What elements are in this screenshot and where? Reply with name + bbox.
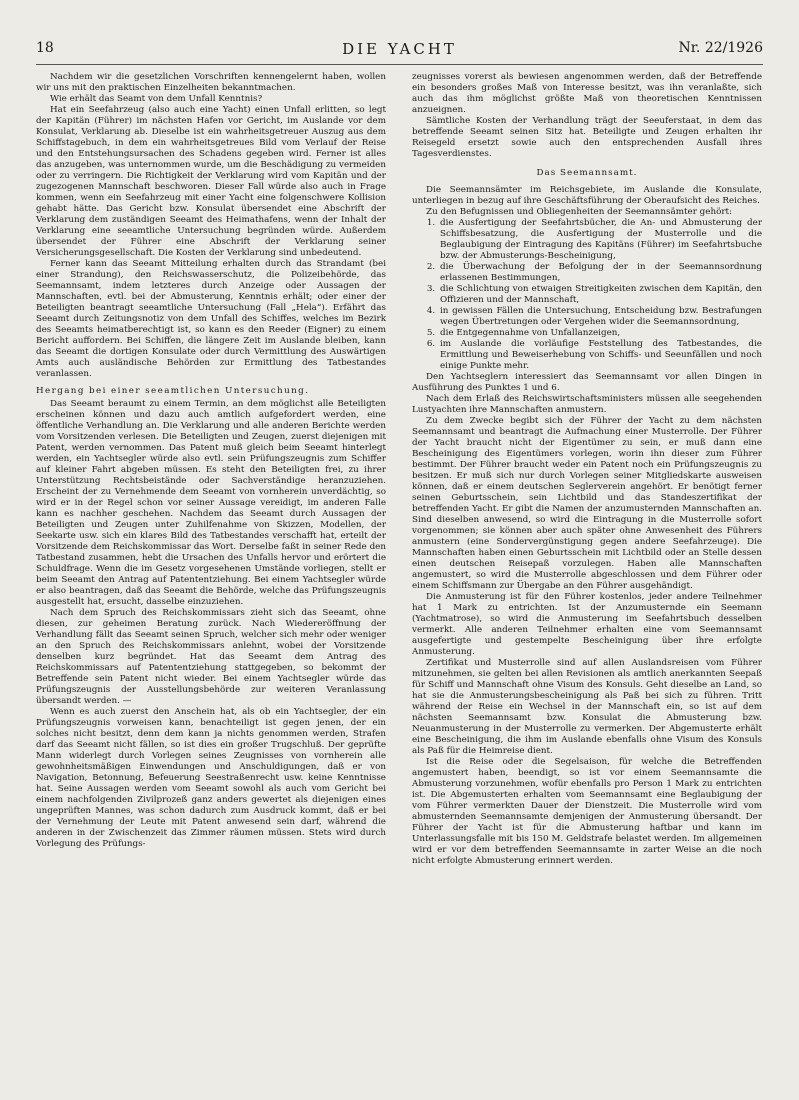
left-column bbox=[36, 72, 386, 850]
section-heading: Das Seemannsamt. bbox=[536, 168, 638, 178]
paragraph: Sämtliche Kosten der Verhandlung trägt der Seeuferstaat, in dem das betreffende Seeamt seinen Sitz hat. Beteiligte und Zeugen erhalten ihr Reisegeld ersetzt sowie auch den entsprechenden Ausfall ihres Tagesverdienstes. bbox=[412, 116, 762, 159]
paragraph: Nach dem Spruch des Reichskommissars zieht sich das Seeamt, ohne diesen, zur geheimen Beratung zurück. Nach Wiedereröffnung der Verhandlung fällt das Seeamt seinen Spruch, welcher sich mehr oder weniger an den Spruch des Reichskommissars anlehnt, wobei der Vorsitzende denselben kurz begründet. Hat das Seeamt dem Antrag des Reichskommissars auf Patententziehung stattgegeben, so bekommt der Betreffende sein Patent nicht wieder. Bei einem Yachtsegler würde das Prüfungszeugnis der Ausstellungsbehörde zur weiteren Veranlassung übersandt werden. — bbox=[36, 608, 386, 706]
section-heading: Hergang bei einer seeamtlichen Untersuchung. bbox=[36, 386, 310, 396]
magazine-title: DIE YACHT bbox=[342, 40, 457, 58]
paragraph: Zu den Befugnissen und Obliegenheiten der Seemannsämter gehört: bbox=[426, 207, 732, 217]
page-number: 18 bbox=[36, 40, 54, 56]
paragraph: Das Seeamt beraumt zu einem Termin, an dem möglichst alle Beteiligten erscheinen können und dazu auch amtlich aufgefordert werden, eine öffentliche Verhandlung an. Die Verklarung und alle anderen Berichte werden vom Vorsitzenden verlesen. Die Beteiligten und Zeugen, zuerst diejenigen mit Patent, werden vernommen. Das Patent muß gleich beim Seeamt hinterlegt werden, ein Yachtsegler würde also evtl. sein Prüfungszeugnis zum Schiffer auf kleiner Fahrt abgeben müssen. Es steht den Beteiligten frei, zu ihrer Unterstützung Rechtsbeistände oder Sachverständige heranzuziehen. Erscheint der zu Vernehmende dem Seeamt von vornherein unverdächtig, so wird er in der Regel schon vor seiner Aussage vereidigt, im anderen Falle kann es nachher geschehen. Nachdem das Seeamt durch Aussagen der Beteiligten und Zeugen unter Zuhilfenahme von Skizzen, Modellen, der Seekarte usw. sich ein klares Bild des Tatbestandes verschafft hat, erteilt der Vorsitzende dem Reichskommissar das Wort. Derselbe faßt in seiner Rede den Tatbestand zusammen, hebt die Ursachen des Unfalls hervor und erörtert die Schuldfrage. Wenn die im Gesetz vorgesehenen Umstände vorliegen, stellt er beim Seeamt den Antrag auf Patententziehung. Bei einem Yachtsegler würde er also beantragen, daß das Seeamt die Behörde, welche das Prüfungszeugnis ausgestellt hat, ersucht, dasselbe einzuziehen. bbox=[36, 399, 386, 607]
paragraph: Ferner kann das Seeamt Mitteilung erhalten durch das Strandamt (bei einer Strandung), den Reichswasserschutz, die Polizeibehörde, das Seemannsamt, indem letzteres durch Anzeige oder Aussagen der Mannschaften, evtl. bei der Abmusterung, Kenntnis erhält; oder einer der Beteiligten beantragt seeamtliche Untersuchung (Fall „Hela“). Erfährt das Seeamt durch Zeitungsnotiz von dem Unfall des Schiffes, welches im Bezirk des Seeamts heimatberechtigt ist, so kann es den Reeder (Eigner) zu einem Bericht auffordern. Bei Schiffen, die längere Zeit im Auslande bleiben, kann das Seeamt die dortigen Konsulate oder durch Vermittlung des Auswärtigen Amts auch ausländische Behörden zur Ermittlung des Tatbestandes veranlassen. bbox=[36, 259, 386, 379]
list-item: 5. die Entgegennahme von Unfallanzeigen, bbox=[438, 328, 762, 339]
paragraph: Ist die Reise oder die Segelsaison, für welche die Betreffenden angemustert haben, beendigt, so ist vor einem Seemannsamte die Abmusterung vorzunehmen, wofür ebenfalls pro Person 1 Mark zu entrichten ist. Die Abgemusterten erhalten vom Seemannsamt eine Beglaubigung der vom Führer vermerkten Dauer der Dienstzeit. Die Musterrolle wird vom abmusternden Seemannsamte demjenigen der Anmusterung übersandt. Der Führer der Yacht ist für die Abmusterung haftbar und kann im Unterlassungsfalle mit bis 150 M. Geldstrafe belastet werden. Im allgemeinen wird er vor dem betreffenden Seemannsamte in zarter Weise an die noch nicht erfolgte Abmusterung erinnert werden. bbox=[412, 757, 762, 866]
paragraph: Zertifikat und Musterrolle sind auf allen Auslandsreisen vom Führer mitzunehmen, sie gelten bei allen Revisionen als amtlich anerkannten Seepaß für Schiff und Mannschaft ohne Visum des Konsuls. Geht dieselbe an Land, so hat sie die Anmusterungsbescheinigung als Paß bei sich zu führen. Tritt während der Reise ein Wechsel in der Mannschaft ein, so ist auf dem nächsten Seemannsamt bzw. Konsulat die Abmusterung bzw. Neuanmusterung in der Musterrolle zu vermerken. Der Abgemusterte erhält eine Bescheinigung, die ihm im Auslande ebenfalls ohne Visum des Konsuls als Paß für die Heimreise dient. bbox=[412, 658, 762, 756]
paragraph: Hat ein Seefahrzeug (also auch eine Yacht) einen Unfall erlitten, so legt der Kapitän (Führer) im nächsten Hafen vor Gericht, im Auslande vor dem Konsulat, Verklarung ab. Dieselbe ist ein wahrheitsgetreuer Auszug aus dem Schiffstagebuch, in dem ein wahrheitsgetreues Bild vom Verlauf der Reise und den Entstehungsursachen des Schadens gegeben wird. Ferner ist alles das anzugeben, was unternommen wurde, um die Beschädigung zu vermeiden oder zu verringern. Die Richtigkeit der Verklarung wird vom Kapitän und der zugezogenen Mannschaft beschworen. Dieser Fall würde also auch in Frage kommen, wenn ein Seefahrzeug mit einer Yacht eine folgenschwere Kollision gehabt hätte. Das Gericht bzw. Konsulat übersendet eine Abschrift der Verklarung dem zuständigen Seeamt des Heimathafens, wenn der Inhalt der Verklarung eine seeamtliche Untersuchung begründen würde. Außerdem übersendet der Führer eine Abschrift der Verklarung seiner Versicherungsgesellschaft. Die Kosten der Verklarung sind unbedeutend. bbox=[36, 105, 386, 258]
paragraph: Den Yachtseglern interessiert das Seemannsamt vor allen Dingen in Ausführung des Punktes 1 und 6. bbox=[412, 372, 762, 393]
right-column bbox=[412, 72, 762, 867]
list-item: 3. die Schlichtung von etwaigen Streitigkeiten zwischen dem Kapitän, den Offizieren und der Mannschaft, bbox=[438, 284, 762, 306]
list-item: 6. im Auslande die vorläufige Feststellung des Tatbestandes, die Ermittlung und Beweiserhebung von Schiffs- und Seeunfällen und noch einige Punkte mehr. bbox=[438, 339, 762, 372]
issue-number: Nr. 22/1926 bbox=[678, 40, 763, 56]
page-header bbox=[36, 40, 763, 64]
paragraph: Die Seemannsämter im Reichsgebiete, im Auslande die Konsulate, unterliegen in bezug auf ihre Geschäftsführung der Oberaufsicht des Reiches. bbox=[412, 185, 762, 206]
list-item: 1. die Ausfertigung der Seefahrtsbücher, die An- und Abmusterung der Schiffsbesatzung, die Ausfertigung der Musterrolle und die Beglaubigung der Eintragung des Kapitäns (Führer) im Seefahrtsbuche bzw. der Abmusterungs-Bescheinigung, bbox=[438, 218, 762, 262]
paragraph: Zu dem Zwecke begibt sich der Führer der Yacht zu dem nächsten Seemannsamt und beantragt die Aufmachung einer Musterrolle. Der Führer der Yacht braucht nicht der Eigentümer zu sein, er muß dann eine Bescheinigung des Eigentümers vorlegen, worin ihn dieser zum Führer bestimmt. Der Führer braucht weder ein Patent noch ein Prüfungszeugnis zu besitzen. Er muß sich nur durch Vorlegen seiner Mitgliedskarte ausweisen können, daß er einem deutschen Seglerverein angehört. Er benötigt ferner seinen Geburtsschein, sein Lichtbild und das Standeszertifikat der betreffenden Yacht. Er gibt die Namen der anzumusternden Mannschaften an. Sind dieselben anwesend, so wird die Eintragung in die Musterrolle sofort vorgenommen; sie können aber auch später ohne Anwesenheit des Führers anmustern (eine Sondervergünstigung gegen andere Seefahrzeuge). Die Mannschaften haben einen Geburtsschein mit Lichtbild oder an Stelle dessen einen deutschen Reisepaß vorzulegen. Haben alle Mannschaften angemustert, so wird die Musterrolle abgeschlossen und dem Führer oder einem Schiffsmann zur Übergabe an den Führer ausgehändigt. bbox=[412, 416, 762, 591]
duties-list bbox=[412, 218, 762, 372]
header-rule bbox=[36, 64, 763, 65]
paragraph: Wenn es auch zuerst den Anschein hat, als ob ein Yachtsegler, der ein Prüfungszeugnis vorweisen kann, benachteiligt ist gegen jenen, der ein solches nicht besitzt, denn dem kann ja nichts genommen werden, Strafen darf das Seeamt nicht fällen, so ist dies ein großer Trugschluß. Der geprüfte Mann widerlegt durch Vorlegen seines Zeugnisses von vornherein alle gewohnheitsmäßigen Einwendungen und Anschuldigungen, daß er von Navigation, Betonnung, Befeuerung Seestraßenrecht usw. keine Kenntnisse hat. Seine Aussagen werden vom Seeamt sowohl als auch vom Gericht bei einem nachfolgenden Zivilprozeß ganz anders gewertet als diejenigen eines ungeprüften Mannes, was schon dadurch zum Ausdruck kommt, daß er bei der Vernehmung der Leute mit Patent anwesend sein darf, während die anderen in der Zwischenzeit das Zimmer räumen müssen. Stets wird durch Vorlegung des Prüfungs- bbox=[36, 707, 386, 849]
paragraph: Die Anmusterung ist für den Führer kostenlos, jeder andere Teilnehmer hat 1 Mark zu entrichten. Ist der Anzumusternde ein Seemann (Yachtmatrose), so wird die Anmusterung im Seefahrtsbuch desselben vermerkt. Alle anderen Teilnehmer erhalten eine vom Seemannsamt ausgefertigte und gestempelte Bescheinigung über ihre erfolgte Anmusterung. bbox=[412, 592, 762, 657]
list-item: 4. in gewissen Fällen die Untersuchung, Entscheidung bzw. Bestrafungen wegen Übertretungen oder Vergehen wider die Seemannsordnung, bbox=[438, 306, 762, 328]
paragraph: Nachdem wir die gesetzlichen Vorschriften kennengelernt haben, wollen wir uns mit den praktischen Einzelheiten bekanntmachen. bbox=[36, 72, 386, 93]
paragraph: zeugnisses vorerst als bewiesen angenommen werden, daß der Betreffende ein besonders großes Maß von Interesse besitzt, was ihn veranlaßte, sich auch das ihm möglichst größte Maß von theoretischen Kenntnissen anzueignen. bbox=[412, 72, 762, 115]
list-item: 2. die Überwachung der Befolgung der in der Seemannsordnung erlassenen Bestimmungen, bbox=[438, 262, 762, 284]
question-paragraph: Wie erhält das Seamt von dem Unfall Kenntnis? bbox=[50, 94, 263, 104]
paragraph: Nach dem Erlaß des Reichswirtschaftsministers müssen alle seegehenden Lustyachten ihre Mannschaften anmustern. bbox=[412, 394, 762, 415]
